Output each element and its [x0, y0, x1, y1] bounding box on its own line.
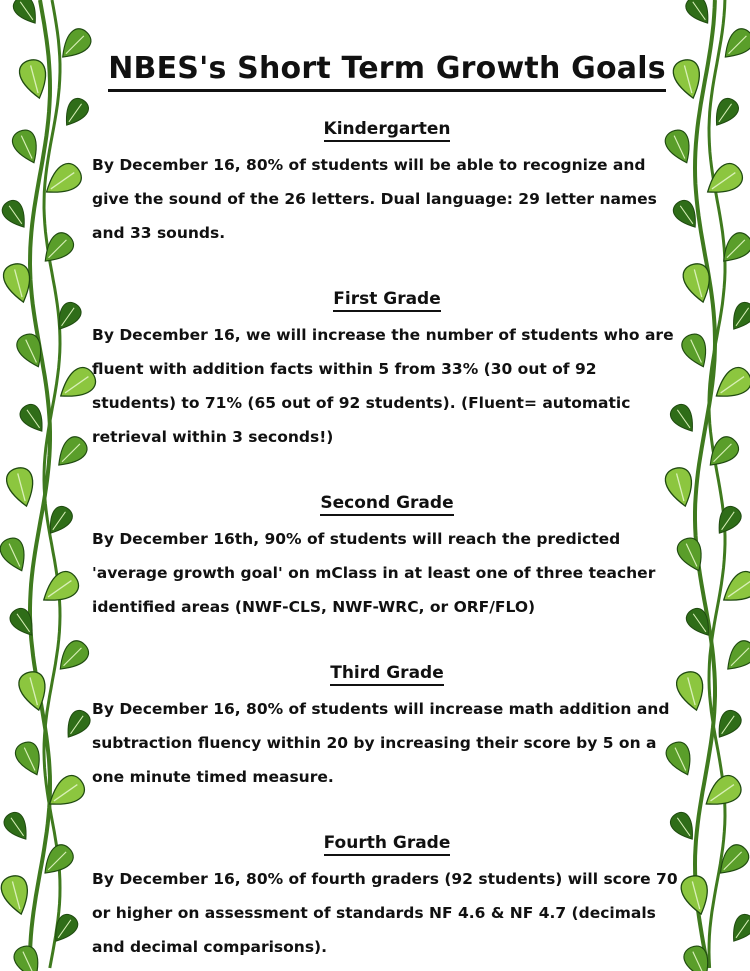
- leaf-icon: [726, 911, 750, 947]
- section-text: By December 16, we will increase the number of students who are fluent with addition facts within 5 from 33% (30 out of 92 students) to 71% (65 out of 92 students). (Fluent= automatic retrieval within 3 seconds!): [92, 326, 674, 446]
- section-heading: Third Grade: [92, 662, 682, 686]
- leaf-icon: [11, 943, 46, 971]
- vine-stem: [709, 0, 725, 968]
- leaf-icon: [726, 299, 750, 335]
- leaf-icon: [682, 0, 715, 29]
- section-kindergarten: [92, 118, 682, 250]
- page-title: NBES's Short Term Growth Goals: [92, 50, 682, 92]
- section-first-grade: [92, 288, 682, 454]
- vine-stem: [695, 0, 715, 968]
- section-third-grade: [92, 662, 682, 794]
- section-text: By December 16, 80% of fourth graders (92 students) will score 70 or higher on assessment of standards NF 4.6 & NF 4.7 (decimals and decimal comparisons).: [92, 870, 678, 956]
- leaf-icon: [716, 229, 750, 269]
- section-heading: Kindergarten: [92, 118, 682, 142]
- section-heading: Second Grade: [92, 492, 682, 516]
- document-content: [92, 0, 682, 971]
- leaf-icon: [720, 637, 750, 677]
- left-vine-decoration: [0, 0, 100, 971]
- section-heading: First Grade: [92, 288, 682, 312]
- section-text: By December 16, 80% of students will be able to recognize and give the sound of the 26 letters. Dual language: 29 letter names and 33 sounds.: [92, 156, 657, 242]
- leaf-icon: [0, 535, 32, 576]
- leaf-icon: [10, 0, 43, 29]
- section-text: By December 16, 80% of students will increase math addition and subtraction fluency within 20 by increasing their score by 5 on a one minute timed measure.: [92, 700, 670, 786]
- section-second-grade: [92, 492, 682, 624]
- section-fourth-grade: [92, 832, 682, 964]
- section-text: By December 16th, 90% of students will reach the predicted 'average growth goal' on mClass in at least one of three teacher identified areas (NWF-CLS, NWF-WRC, or ORF/FLO): [92, 530, 656, 616]
- section-heading: Fourth Grade: [92, 832, 682, 856]
